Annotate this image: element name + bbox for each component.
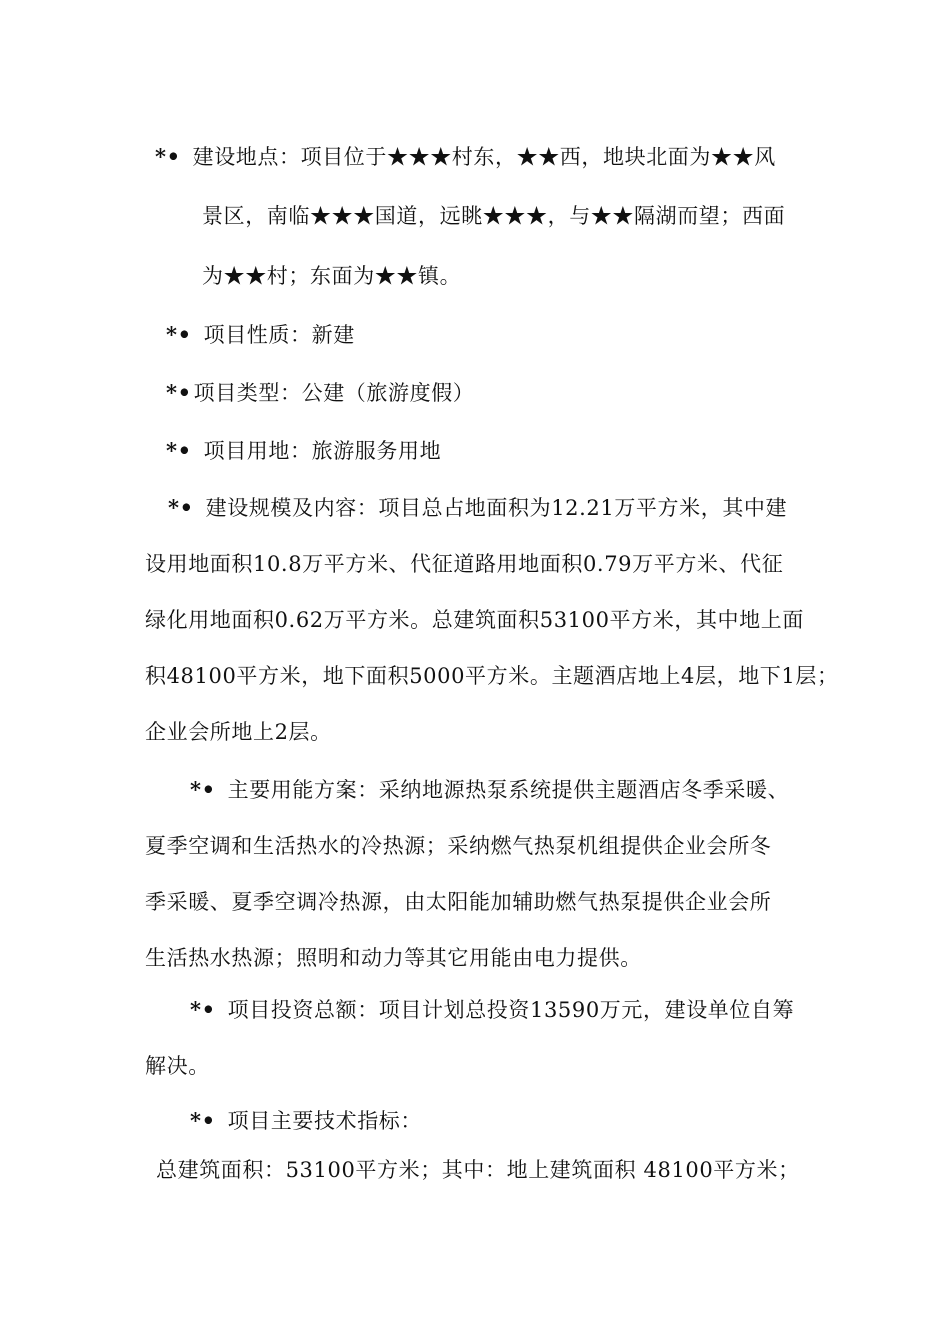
type-line [166, 379, 474, 407]
nature-text: 项目性质：新建 [203, 323, 355, 347]
investment-paragraph-line-2: 解决。 [145, 1054, 210, 1078]
energy-paragraph-line-1 [190, 776, 789, 804]
energy-paragraph-line-4: 生活热水热源；照明和动力等其它用能由电力提供。 [145, 946, 642, 970]
indicators-total-area-line: 总建筑面积：53100平方米；其中：地上建筑面积 48100平方米； [156, 1158, 800, 1182]
scale-paragraph-line-2: 设用地面积10.8万平方米、代征道路用地面积0.79万平方米、代征 [145, 552, 784, 576]
investment-text-1: 项目投资总额：项目计划总投资13590万元，建设单位自筹 [227, 998, 795, 1022]
type-text: 项目类型：公建（旅游度假） [193, 381, 475, 405]
bullet-marker: *• [166, 438, 192, 463]
bullet-marker: *• [190, 777, 216, 802]
bullet-marker: *• [155, 144, 181, 169]
land-use-line [166, 437, 441, 465]
bullet-marker: *• [168, 495, 194, 520]
location-text-1: 建设地点：项目位于★★★村东，★★西，地块北面为★★风 [192, 145, 776, 169]
land-use-text: 项目用地：旅游服务用地 [203, 439, 442, 463]
location-paragraph-line-2: 景区，南临★★★国道，远眺★★★，与★★隔湖而望；西面 [202, 204, 786, 228]
investment-paragraph-line-1 [190, 996, 794, 1024]
scale-paragraph-line-4: 积48100平方米，地下面积5000平方米。主题酒店地上4层，地下1层； [145, 664, 839, 688]
energy-text-1: 主要用能方案：采纳地源热泵系统提供主题酒店冬季采暖、 [227, 778, 790, 802]
scale-paragraph-line-3: 绿化用地面积0.62万平方米。总建筑面积53100平方米，其中地上面 [145, 608, 804, 632]
scale-text-1: 建设规模及内容：项目总占地面积为12.21万平方米，其中建 [205, 496, 788, 520]
indicators-heading: 项目主要技术指标： [227, 1109, 423, 1133]
energy-paragraph-line-3: 季采暖、夏季空调冷热源，由太阳能加辅助燃气热泵提供企业会所 [145, 890, 772, 914]
bullet-marker: *• [190, 997, 216, 1022]
scale-paragraph-line-1 [168, 494, 787, 522]
bullet-marker: *• [166, 322, 192, 347]
indicators-heading-line [190, 1107, 422, 1135]
bullet-marker: *• [190, 1108, 216, 1133]
energy-paragraph-line-2: 夏季空调和生活热水的冷热源；采纳燃气热泵机组提供企业会所冬 [145, 834, 772, 858]
nature-line [166, 321, 355, 349]
location-paragraph-line-1 [155, 143, 776, 171]
bullet-marker: *• [166, 380, 192, 405]
location-paragraph-line-3: 为★★村；东面为★★镇。 [202, 264, 462, 288]
scale-paragraph-line-5: 企业会所地上2层。 [145, 720, 332, 744]
